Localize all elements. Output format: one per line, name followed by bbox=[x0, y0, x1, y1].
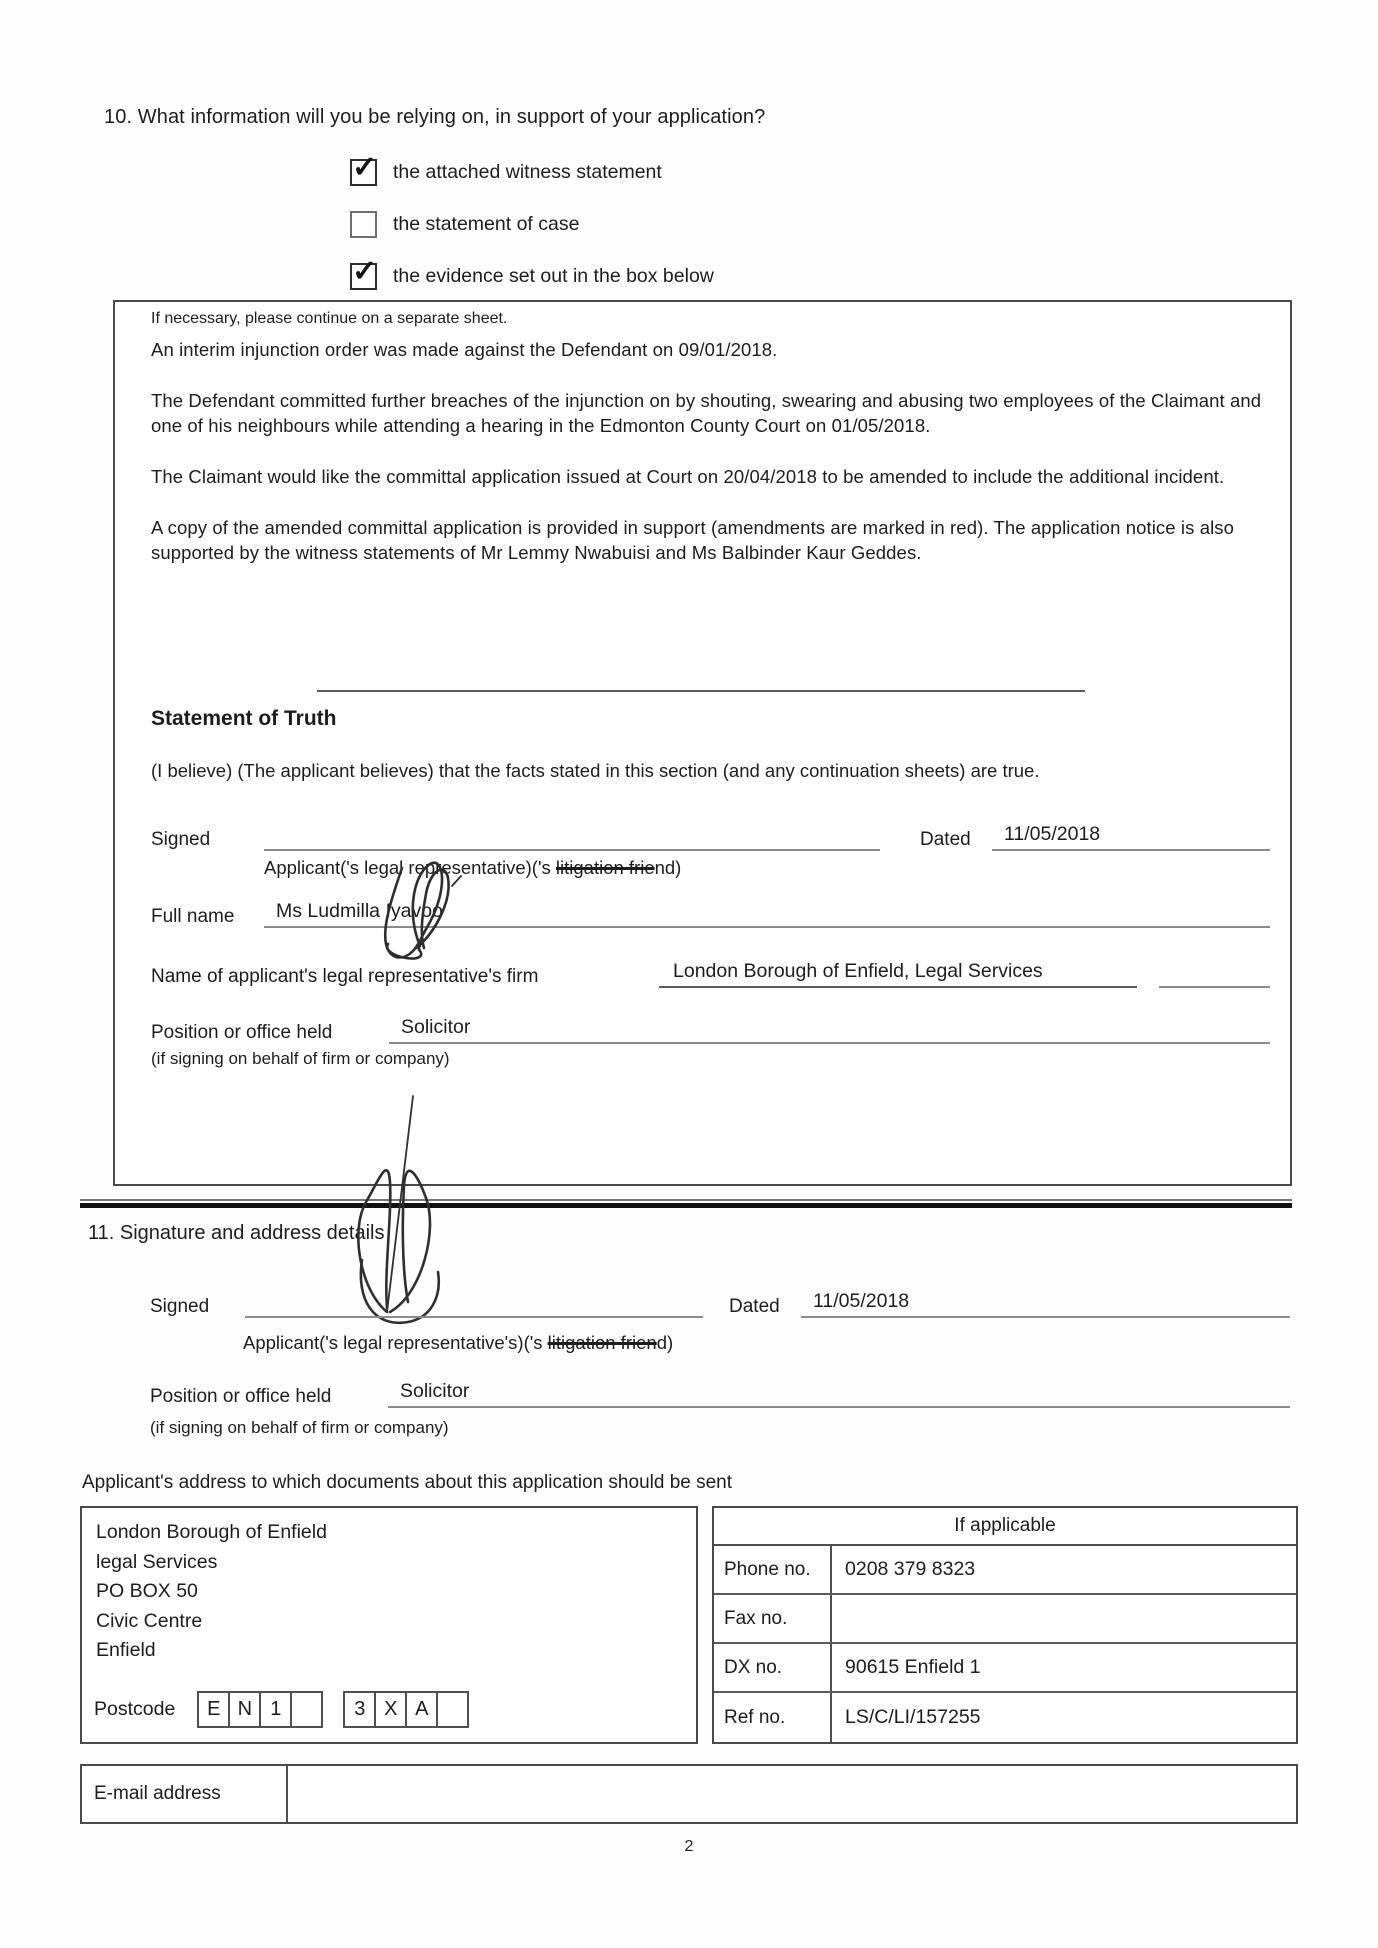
evidence-paragraph: The Claimant would like the committal application issued at Court on 20/04/2018 to be amended to include the additional incident. bbox=[151, 466, 1225, 487]
sot-position-row bbox=[151, 1010, 1270, 1044]
evidence-paragraph: The Defendant committed further breaches of the injunction on by shouting, swearing and abusing two employees of the Claimant and one of his neighbours while attending a hearing in the Edmonton County Court on 01/05/2018. bbox=[151, 390, 1262, 436]
signed-label: Signed bbox=[151, 829, 211, 850]
s11-dated-field[interactable]: 11/05/2018 bbox=[801, 1290, 1290, 1318]
table-row bbox=[714, 1595, 1296, 1644]
address-heading: Applicant's address to which documents about this application should be sent bbox=[82, 1472, 733, 1493]
email-box bbox=[80, 1764, 1298, 1824]
evidence-paragraph: An interim injunction order was made against the Defendant on 09/01/2018. bbox=[151, 339, 778, 360]
option-label: the evidence set out in the box below bbox=[393, 264, 714, 287]
sot-fullname-row bbox=[151, 894, 1270, 928]
full-name-field[interactable]: Ms Ludmilla Iyavoo bbox=[264, 900, 1270, 928]
s11-signed-caption: Applicant('s legal representative's)('s litigation friend) bbox=[243, 1332, 674, 1353]
section-separator bbox=[80, 1199, 1292, 1208]
postcode-group-outward bbox=[197, 1691, 323, 1728]
position-label: Position or office held bbox=[151, 1022, 333, 1043]
statement-of-truth-heading: Statement of Truth bbox=[151, 707, 337, 730]
postcode-cell[interactable]: X bbox=[374, 1691, 407, 1728]
checkbox-evidence-in-box[interactable] bbox=[350, 254, 378, 290]
continuation-note: If necessary, please continue on a separate sheet. bbox=[151, 310, 508, 327]
address-line: Civic Centre bbox=[96, 1609, 203, 1632]
contact-table bbox=[712, 1506, 1298, 1744]
postcode-label: Postcode bbox=[94, 1698, 176, 1720]
section10-options bbox=[350, 150, 714, 314]
fax-label: Fax no. bbox=[714, 1595, 832, 1642]
applicant-address-box[interactable] bbox=[80, 1506, 698, 1744]
address-line: Enfield bbox=[96, 1639, 156, 1661]
contact-table-header: If applicable bbox=[714, 1508, 1296, 1546]
statement-of-truth-declaration: (I believe) (The applicant believes) that the facts stated in this section (and any continuation sheets) are true. bbox=[151, 760, 1040, 781]
table-row bbox=[714, 1693, 1296, 1742]
sot-signature-line[interactable] bbox=[264, 815, 880, 851]
dated-label: Dated bbox=[729, 1296, 780, 1317]
sot-dated-field[interactable]: 11/05/2018 bbox=[992, 823, 1270, 851]
ref-label: Ref no. bbox=[714, 1693, 832, 1742]
dx-label: DX no. bbox=[714, 1644, 832, 1691]
table-row bbox=[714, 1644, 1296, 1693]
divider-line bbox=[317, 690, 1085, 692]
email-label: E-mail address bbox=[82, 1766, 288, 1822]
option-statement-of-case bbox=[350, 210, 714, 238]
section10-heading: 10. What information will you be relying on, in support of your application? bbox=[104, 106, 766, 128]
section11-heading: 11. Signature and address details bbox=[88, 1222, 385, 1244]
postcode-cell[interactable]: A bbox=[405, 1691, 438, 1728]
sot-signed-row bbox=[151, 815, 1270, 851]
dx-value[interactable]: 90615 Enfield 1 bbox=[845, 1656, 981, 1678]
option-label: the attached witness statement bbox=[393, 160, 662, 183]
full-name-label: Full name bbox=[151, 906, 235, 927]
phone-label: Phone no. bbox=[714, 1546, 832, 1593]
signed-label: Signed bbox=[150, 1296, 210, 1317]
postcode-cell[interactable]: N bbox=[228, 1691, 261, 1728]
check-icon: ✓ bbox=[351, 254, 378, 288]
s11-position-field[interactable]: Solicitor bbox=[388, 1380, 1290, 1408]
firm-label: Name of applicant's legal representative's firm bbox=[151, 966, 539, 987]
option-attached-witness-statement bbox=[350, 150, 714, 186]
postcode-cell[interactable]: 1 bbox=[259, 1691, 292, 1728]
struck-text: litigation frie bbox=[555, 857, 655, 878]
checkbox-attached-witness-statement[interactable] bbox=[350, 150, 378, 186]
evidence-paragraph: A copy of the amended committal application is provided in support (amendments are marked in red). The application notice is also supported by the witness statements of Mr Lemmy Nwabuisi and Ms Balbinder Kaur Geddes. bbox=[151, 517, 1235, 563]
option-evidence-in-box bbox=[350, 254, 714, 290]
sot-signed-caption: Applicant('s legal representative)('s litigation friend) bbox=[264, 857, 682, 878]
position-label: Position or office held bbox=[150, 1386, 332, 1407]
struck-text: litigation frien bbox=[547, 1332, 657, 1353]
ref-value[interactable]: LS/C/LI/157255 bbox=[845, 1706, 981, 1728]
table-row bbox=[714, 1546, 1296, 1595]
postcode-cell[interactable] bbox=[290, 1691, 323, 1728]
evidence-box bbox=[113, 300, 1292, 1186]
sot-firm-row bbox=[151, 954, 1270, 988]
option-label: the statement of case bbox=[393, 212, 580, 235]
s11-position-note: (if signing on behalf of firm or company) bbox=[150, 1418, 449, 1437]
fax-value[interactable] bbox=[832, 1595, 1296, 1642]
position-note: (if signing on behalf of firm or company) bbox=[151, 1049, 450, 1068]
firm-field[interactable]: London Borough of Enfield, Legal Services bbox=[659, 960, 1137, 988]
postcode-cell[interactable]: 3 bbox=[343, 1691, 376, 1728]
checkbox-statement-of-case[interactable] bbox=[350, 211, 377, 238]
phone-value[interactable]: 0208 379 8323 bbox=[845, 1558, 976, 1580]
s11-signed-row bbox=[150, 1282, 1290, 1318]
page-number: 2 bbox=[684, 1838, 694, 1855]
address-line: London Borough of Enfield bbox=[96, 1521, 327, 1543]
s11-position-row bbox=[150, 1372, 1290, 1408]
email-field[interactable] bbox=[288, 1766, 1296, 1822]
firm-field-tail-line bbox=[1159, 962, 1270, 988]
postcode-group-inward bbox=[343, 1691, 469, 1728]
s11-signature-line[interactable] bbox=[245, 1282, 703, 1318]
postcode-cell[interactable]: E bbox=[197, 1691, 230, 1728]
postcode-cell[interactable] bbox=[436, 1691, 469, 1728]
dated-label: Dated bbox=[920, 829, 971, 850]
postcode-row bbox=[94, 1691, 469, 1728]
check-icon: ✓ bbox=[351, 150, 378, 184]
address-line: PO BOX 50 bbox=[96, 1580, 198, 1602]
position-field[interactable]: Solicitor bbox=[389, 1016, 1270, 1044]
address-line: legal Services bbox=[96, 1550, 218, 1573]
